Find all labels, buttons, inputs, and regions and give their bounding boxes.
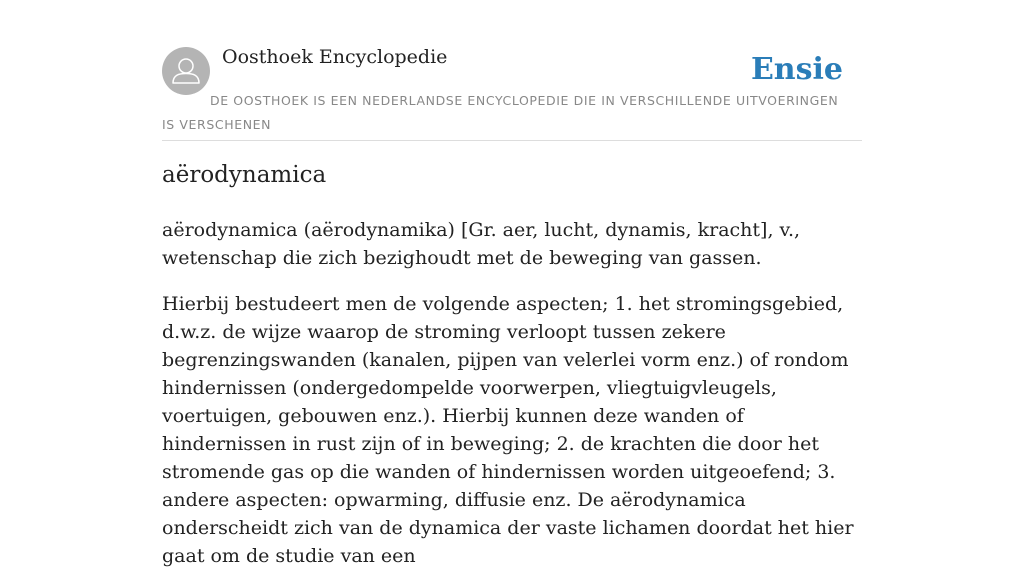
article-title: aërodynamica bbox=[162, 162, 327, 188]
site-header bbox=[162, 0, 862, 141]
article-paragraph: aërodynamica (aërodynamika) [Gr. aer, lucht, dynamis, kracht], v., wetenschap die zich bezighoudt met de beweging van gassen. bbox=[162, 219, 801, 269]
site-name[interactable]: Oosthoek Encyclopedie bbox=[222, 46, 448, 68]
user-icon bbox=[162, 47, 210, 95]
site-tagline: DE OOSTHOEK IS EEN NEDERLANDSE ENCYCLOPEDIE DIE IN VERSCHILLENDE UITVOERINGEN IS VERSCHENEN bbox=[162, 93, 839, 132]
page bbox=[162, 0, 862, 567]
article-paragraph: Hierbij bestudeert men de volgende aspecten; 1. het stromingsgebied, d.w.z. de wijze waarop de stroming verloopt tussen zekere begrenzingswanden (kanalen, pijpen van velerlei vorm enz.) of rondom hindernissen (ondergedompelde voorwerpen, vliegtuigvleugels, voertuigen, gebouwen enz.). Hierbij kunnen deze wanden of hindernissen in rust zijn of in beweging; 2. de krachten die door het stromende gas op die wanden of hindernissen worden uitgeoefend; 3. andere aspecten: opwarming, diffusie enz. De aërodynamica onderscheidt zich van de dynamica der vaste lichamen doordat het hier gaat om de studie van een bbox=[162, 293, 854, 567]
article-body bbox=[162, 216, 862, 588]
avatar[interactable] bbox=[162, 47, 210, 95]
brand-logo[interactable]: Ensie bbox=[750, 52, 843, 87]
